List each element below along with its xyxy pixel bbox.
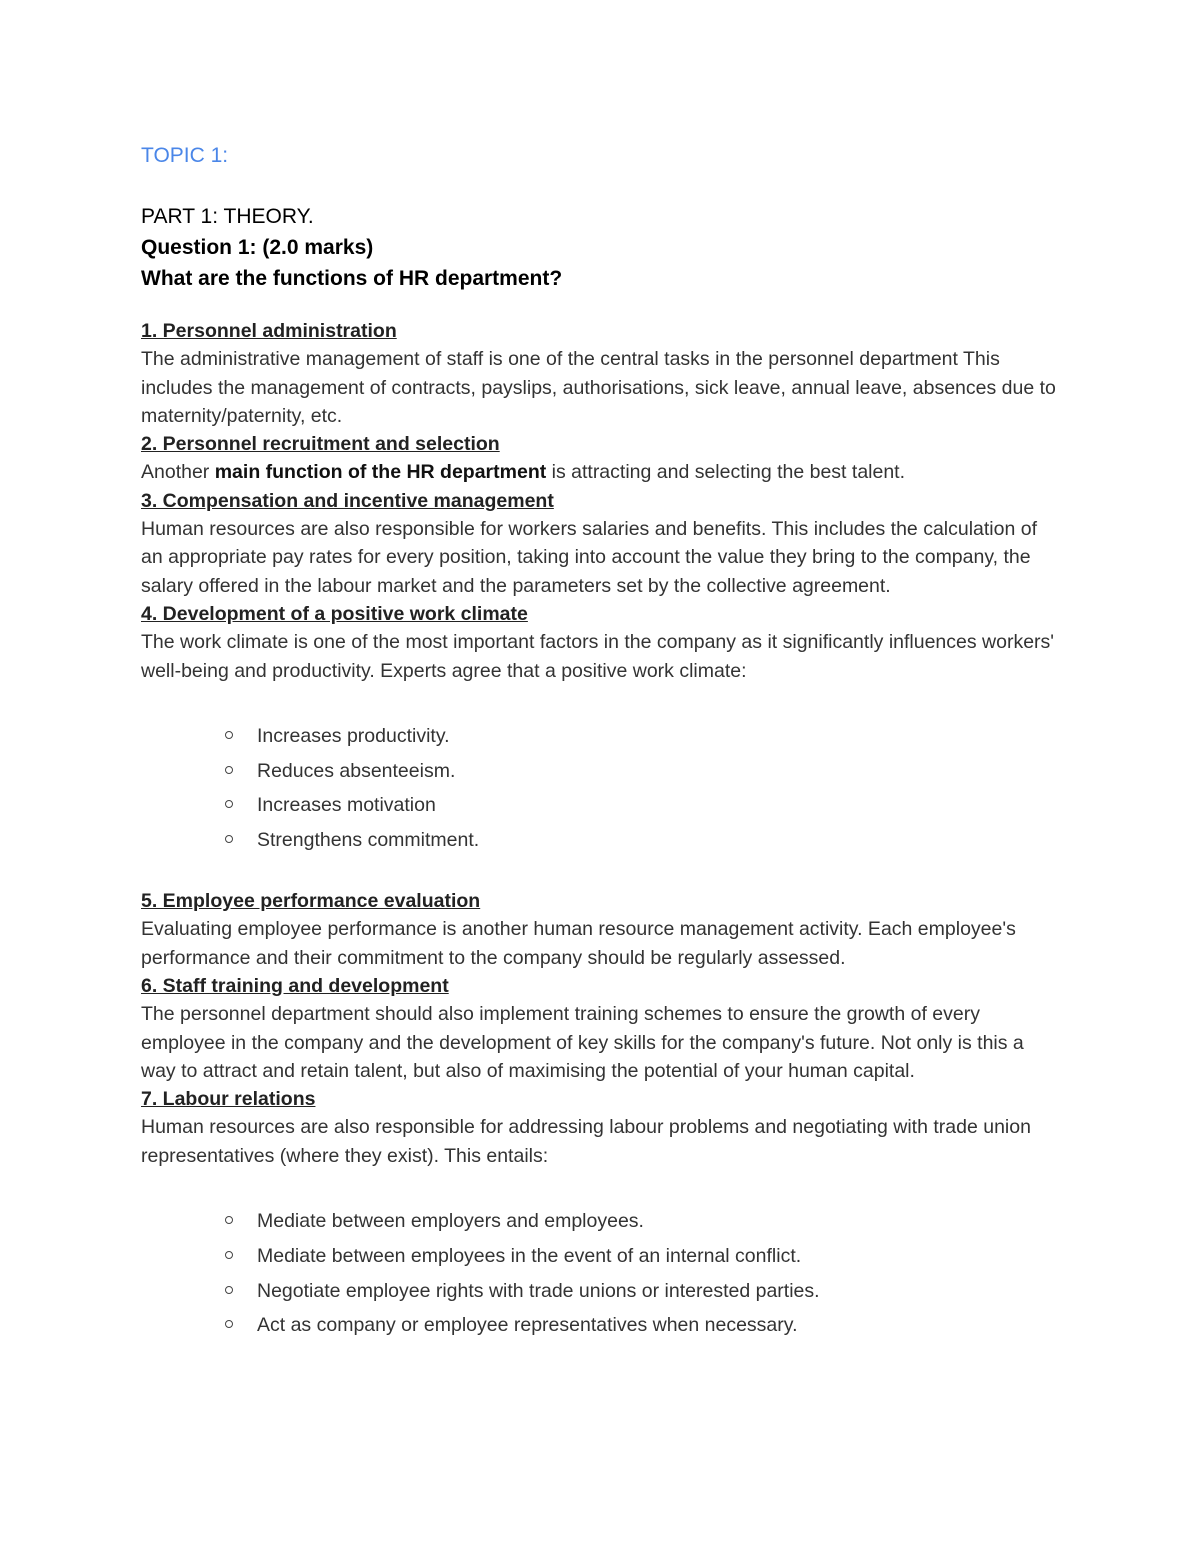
bullet-list [141, 1204, 1061, 1343]
section-title: 4. Development of a positive work climate [141, 602, 528, 625]
section-body: The personnel department should also implement training schemes to ensure the growth of every employee in the company and the development of key skills for the company's future. Not only is this a way to attract and retain talent, but also of maximising the potential of your human capital. [141, 1003, 1024, 1082]
list-item [225, 788, 1061, 823]
hollow-circle-bullet-icon [225, 766, 233, 774]
list-item-text: Mediate between employers and employees. [257, 1210, 644, 1233]
body-bold-text: main function of the HR department [214, 461, 547, 484]
section-title: 2. Personnel recruitment and selection [141, 433, 500, 456]
list-item [225, 1239, 1061, 1274]
question-label: Question 1: (2.0 marks) [141, 236, 374, 259]
hollow-circle-bullet-icon [225, 731, 233, 739]
list-item [225, 719, 1061, 754]
list-item-text: Negotiate employee rights with trade unions or interested parties. [257, 1279, 820, 1302]
question-text: What are the functions of HR department? [141, 267, 563, 290]
document-page [141, 142, 1061, 1343]
list-item [225, 754, 1061, 789]
section-body: The administrative management of staff is one of the central tasks in the personnel department This includes the management of contracts, payslips, authorisations, sick leave, annual leave, absences due to maternity/paternity, etc. [141, 348, 1056, 427]
topic-heading: TOPIC 1: [141, 144, 229, 167]
list-item-text: Strengthens commitment. [257, 829, 480, 852]
bullet-list [141, 719, 1061, 858]
section-body: The work climate is one of the most important factors in the company as it significantly influences workers' well-being and productivity. Experts agree that a positive work climate: [141, 631, 1055, 682]
hollow-circle-bullet-icon [225, 1286, 233, 1294]
section-body: Human resources are also responsible for workers salaries and benefits. This includes the calculation of an appropriate pay rates for every position, taking into account the value they bring to the company, the salary offered in the labour market and the parameters set by the collective agreement. [141, 518, 1038, 597]
list-item-text: Increases productivity. [257, 724, 450, 747]
hollow-circle-bullet-icon [225, 835, 233, 843]
list-item-text: Increases motivation [257, 794, 436, 817]
section-title: 3. Compensation and incentive management [141, 489, 554, 512]
hollow-circle-bullet-icon [225, 800, 233, 808]
list-item [225, 1274, 1061, 1309]
part-heading: PART 1: THEORY. [141, 205, 314, 228]
list-item [225, 823, 1061, 858]
list-item-text: Mediate between employees in the event of an internal conflict. [257, 1244, 802, 1267]
section-title: 7. Labour relations [141, 1088, 316, 1111]
body-text: is attracting and selecting the best talent. [546, 461, 906, 484]
list-item-text: Reduces absenteeism. [257, 759, 456, 782]
section-body [141, 458, 1061, 486]
section-title: 1. Personnel administration [141, 320, 397, 342]
hollow-circle-bullet-icon [225, 1320, 233, 1328]
hollow-circle-bullet-icon [225, 1216, 233, 1224]
list-item [225, 1204, 1061, 1239]
section-body: Human resources are also responsible for addressing labour problems and negotiating with trade union representatives (where they exist). This entails: [141, 1116, 1031, 1167]
spacer [141, 294, 1061, 317]
section-title: 5. Employee performance evaluation [141, 890, 481, 913]
section-title: 6. Staff training and development [141, 974, 449, 997]
list-item-text: Act as company or employee representatives when necessary. [257, 1314, 798, 1337]
list-item [225, 1308, 1061, 1343]
body-text: Another [141, 461, 215, 484]
section-body: Evaluating employee performance is another human resource management activity. Each employee's performance and their commitment to the company should be regularly assessed. [141, 918, 1016, 969]
hollow-circle-bullet-icon [225, 1251, 233, 1259]
